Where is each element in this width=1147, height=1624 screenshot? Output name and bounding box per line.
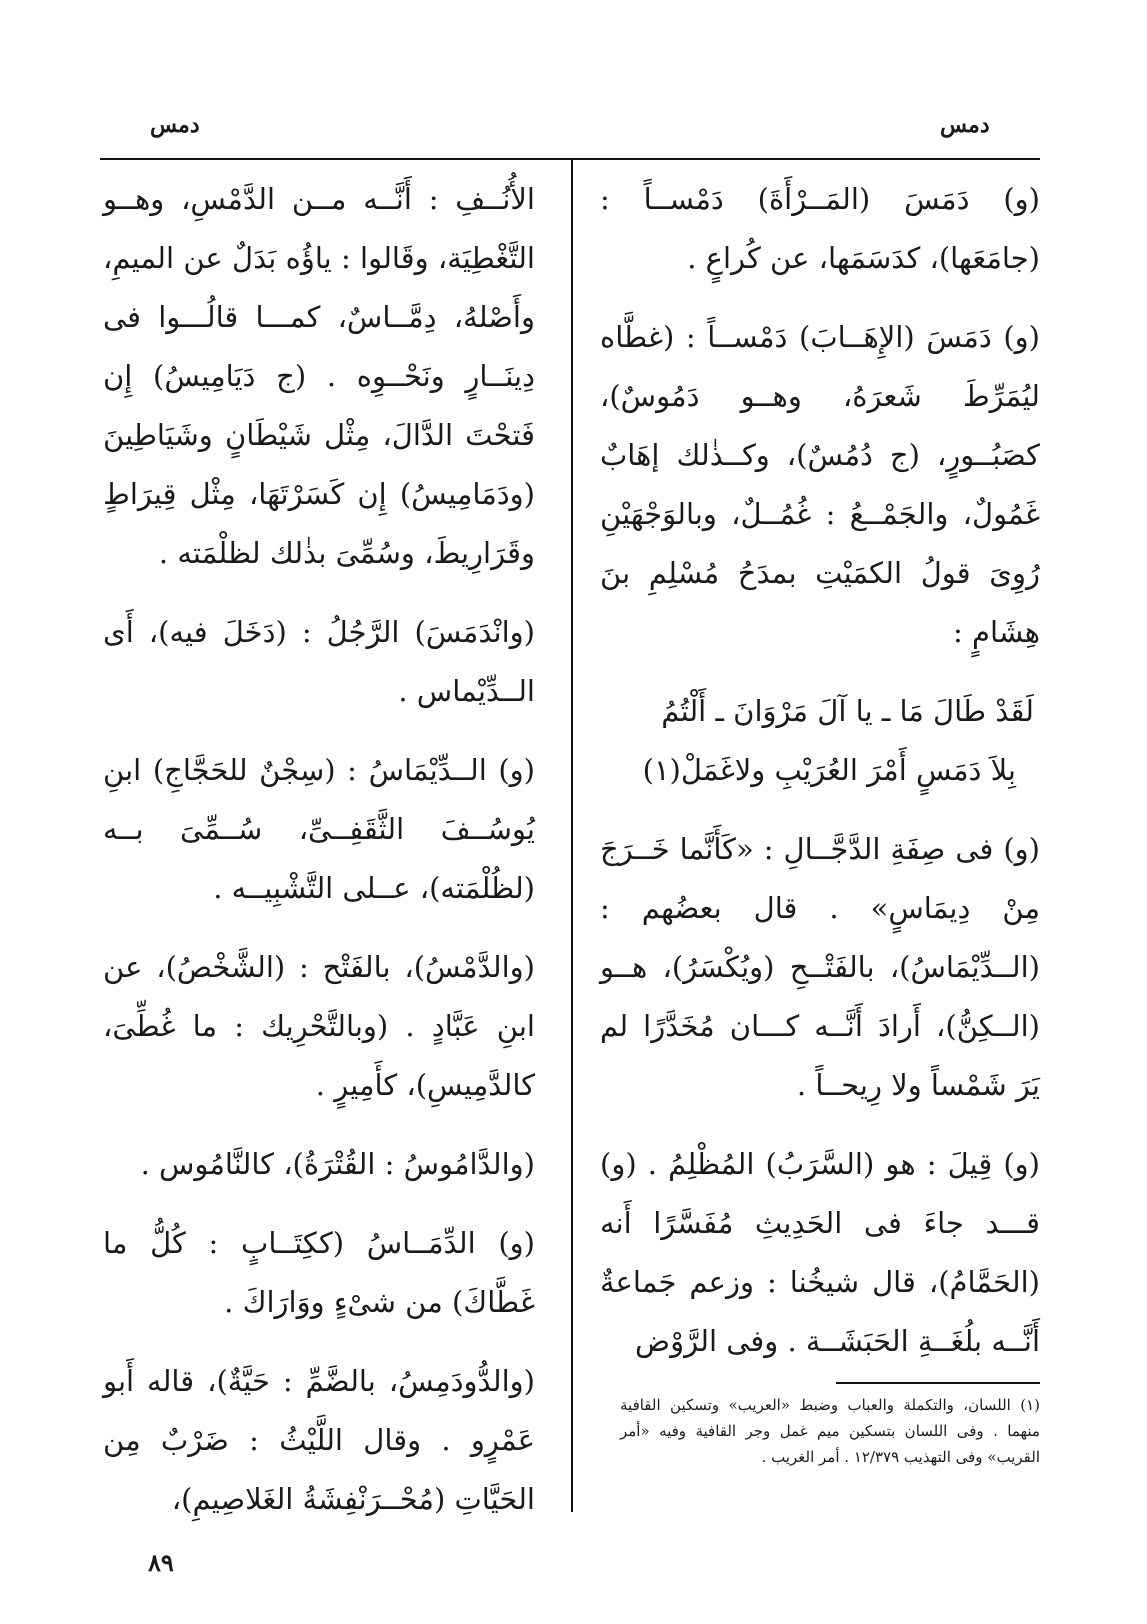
column-divider [571, 158, 573, 1512]
left-column [103, 170, 535, 1549]
right-column [600, 170, 1040, 1391]
running-head-right: دمس [940, 112, 990, 138]
entry-dams-person: (والدَّمْسُ)، بالفَتْح : (الشَّخْصُ)، عن ابنِ عَبَّادٍ . (وبالتَّحْرِيك : ما غُطِّىَ، كالدَّمِيسِ)، كأَمِيرٍ . [103, 950, 535, 1102]
entry-dimas-cover: (و) الدِّمَــاسُ (ككِتَــابٍ : كُلُّ ما غَطَّاكَ) من شىْءٍ ووَارَاكَ . [103, 1226, 535, 1319]
page-number: ٨٩ [148, 1548, 174, 1577]
entry-indamasa: (وانْدَمَسَ) الرَّجُلُ : (دَخَلَ فيه)، أَى الــدِّيْماس . [103, 615, 535, 708]
poem-verse [600, 682, 1040, 800]
running-head-left: دمس [150, 112, 200, 138]
verse-line-2: بِلاَ دَمَسٍ أَمْرَ العُرَيْبِ ولاغَمَلْ(١) [642, 753, 1016, 787]
entry-dimas-prison: (و) الــدِّيْمَاسُ : (سِجْنٌ للحَجَّاجِ) ابنِ يُوسُــفَ الثَّقَفِــىِّ، سُــمِّىَ بــه (لظُلْمَته)، عــلى التَّشْبِيــه . [103, 753, 535, 905]
footnote-rule [836, 1382, 1040, 1384]
entry-dudamis-snake: (والدُّودَمِسُ، بالضَّمِّ : حَيَّةٌ)، قاله أَبو عَمْرٍو . وقال اللَّيْثُ : ضَرْبٌ مِن الحَيَّاتِ (مُحْــرَنْفِشَةُ الغَلاصِيمِ)، [103, 1364, 535, 1516]
entry-unuf-continuation: الأُنُــفِ : أَنَّــه مــن الدَّمْسِ، وهــو التَّغْطِيَة، وقَالوا : ياؤُه بَدَلٌ عن الميمِ، وأَصْلهُ، دِمَّــاسٌ، كمـــا قالُـــوا فى دِينَــارٍ ونَحْــوِه . (ج دَيَامِيسُ) إِن فَتحْتَ الدَّالَ، مِثْل شَيْطَانٍ وشَيَاطِينَ (ودَمَامِيسُ) إِن كَسَرْتَهَا، مِثْل قِيرَاطٍ وقَرَارِيطَ، وسُمِّىَ بذٰلك لظلْمَته . [103, 182, 535, 570]
entry-damus: (والدَّامُوسُ : القُتْرَةُ)، كالنَّامُوس . [140, 1147, 535, 1181]
entry-sarab: (و) قِيلَ : هو (السَّرَبُ) المُظْلِمُ . (و) قـــد جاءَ فى الحَدِيثِ مُفَسَّرًا أَنه (الحَمَّامُ)، قال شيخُنا : وزعم جَماعةٌ أَنَّــه بلُغَــةِ الحَبَشَــة . وفى الرَّوْض [600, 1147, 1040, 1358]
verse-line-1: لَقَدْ طَالَ مَا ـ يا آلَ مَرْوَانَ ـ أَلْتُمُ [661, 694, 1034, 728]
entry-dajjal: (و) فى صِفَةِ الدَّجَّــالِ : «كَأَنَّما خَــرَجَ مِنْ دِيمَاسٍ» . قال بعضُهم : (الــدِّيْمَاسُ)، بالفَتْــحِ (ويُكْسَرُ)، هــو (الــكِنُّ)، أَرادَ أَنَّــه كـــان مُخَدَّرًا لم يَرَ شَمْساً ولا رِيحــاً . [600, 832, 1040, 1102]
footnote: (١) اللسان، والتكملة والعباب وضبط «العريب» وتسكين القافية منهما . وفى اللسان بتسكين ميم غمل وجر القافية وفيه «أمر القريب» وفى التهذيب ١٢/٣٧٩ . أمر الغريب . [620, 1396, 1040, 1466]
entry-damasa-woman: (و) دَمَسَ (المَــرْأَةَ) دَمْســاً : (جامَعَها)، كدَسَمَها، عن كُراعٍ . [600, 182, 1040, 275]
header-rule [100, 158, 1040, 160]
entry-damasa-hide: (و) دَمَسَ (الإِهَــابَ) دَمْســاً : (غطَّاه ليُمَرِّطَ شَعرَهُ، وهــو دَمُوسٌ)، كصَبُــورٍ، (ج دُمُسٌ)، وكــذٰلك إهَابٌ غَمُولٌ، والجَمْــعُ : غُمُــلٌ، وبالوَجْهَيْنِ رُوِىَ قولُ الكمَيْتِ بمدَحُ مُسْلِمِ بنَ هِشَامٍ : [600, 320, 1040, 649]
